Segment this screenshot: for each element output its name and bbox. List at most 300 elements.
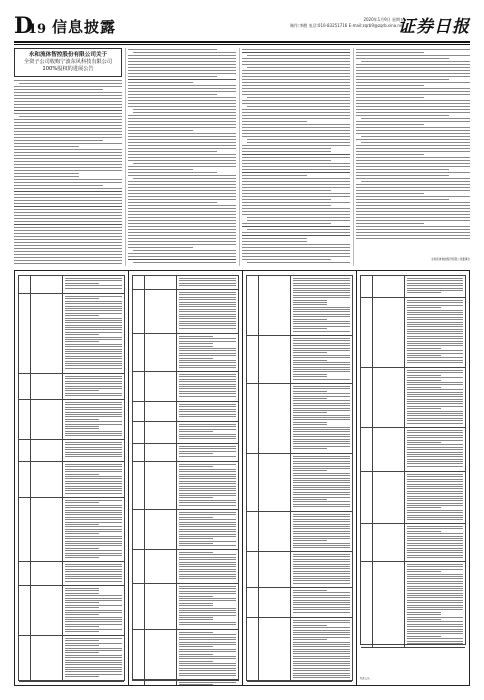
- text-line: [128, 121, 236, 122]
- table-cell: [145, 584, 177, 629]
- text-line: [293, 309, 350, 310]
- text-line: [179, 524, 236, 525]
- text-line: [293, 592, 350, 593]
- table-cell: [63, 374, 124, 399]
- text-line: [407, 624, 463, 625]
- text-line: [14, 101, 122, 102]
- text-line: [356, 178, 470, 179]
- text-line: [179, 299, 236, 300]
- text-line: [407, 285, 463, 286]
- table-row: [19, 498, 124, 562]
- text-line: [133, 178, 236, 179]
- text-line: [65, 454, 122, 455]
- text-line: [128, 235, 236, 236]
- text-line: [293, 357, 350, 358]
- text-line: [293, 576, 350, 577]
- text-line: [179, 682, 236, 683]
- table-cell: [373, 472, 405, 523]
- table-cell: [247, 336, 259, 383]
- text-line: [356, 88, 470, 89]
- text-line: [179, 668, 236, 669]
- table-cell: [19, 636, 31, 681]
- table-cell: [145, 402, 177, 421]
- text-column-4: [356, 48, 470, 266]
- text-line: [14, 185, 103, 186]
- text-line: [407, 350, 463, 351]
- text-line: [356, 208, 470, 209]
- text-line: [65, 488, 122, 489]
- text-line: [356, 70, 470, 71]
- table-cell: [247, 454, 259, 511]
- text-line: [179, 600, 236, 601]
- text-line: [65, 393, 122, 394]
- text-line: [14, 134, 122, 135]
- text-line: [128, 55, 236, 56]
- announcement-body: [14, 48, 470, 266]
- text-line: [179, 292, 236, 293]
- text-line: [179, 285, 236, 286]
- table-cell: [133, 462, 145, 509]
- text-line: [407, 415, 463, 416]
- text-line: [407, 336, 463, 337]
- text-line: [179, 673, 236, 674]
- text-line: [407, 456, 463, 457]
- text-line: [65, 514, 122, 515]
- text-line: [242, 154, 350, 155]
- text-line: [293, 651, 350, 652]
- text-line: [293, 367, 350, 368]
- text-line: [407, 612, 441, 613]
- table-row: [361, 428, 465, 472]
- text-line: [14, 191, 122, 192]
- text-line: [65, 395, 122, 396]
- text-line: [65, 285, 122, 286]
- text-line: [407, 357, 463, 358]
- table-cell: [247, 588, 259, 617]
- text-line: [407, 444, 463, 445]
- table-cell: [259, 588, 291, 617]
- column-text-lines: [356, 49, 470, 239]
- text-line: [407, 343, 463, 344]
- text-line: [128, 88, 236, 89]
- text-line: [242, 94, 350, 95]
- text-line: [356, 238, 470, 239]
- text-line: [179, 374, 236, 375]
- text-line: [247, 97, 350, 98]
- text-line: [65, 536, 122, 537]
- text-line: [179, 446, 236, 447]
- text-line: [407, 486, 463, 487]
- text-line: [356, 217, 470, 218]
- text-line: [293, 568, 350, 569]
- table-cell: [259, 384, 291, 453]
- text-line: [128, 211, 236, 212]
- text-line: [14, 248, 122, 249]
- text-line: [293, 355, 350, 356]
- text-line: [293, 547, 350, 548]
- text-line: [407, 442, 441, 443]
- text-line: [407, 362, 463, 363]
- table-row: [19, 440, 124, 462]
- text-line: [242, 127, 350, 128]
- text-line: [293, 345, 350, 346]
- column-text-lines: [128, 49, 236, 263]
- text-line: [293, 564, 350, 565]
- text-line: [293, 410, 350, 411]
- text-line: [128, 64, 236, 65]
- text-line: [407, 545, 463, 546]
- text-line: [293, 297, 350, 298]
- text-line: [242, 232, 350, 233]
- text-line: [179, 529, 236, 530]
- text-line: [407, 488, 463, 489]
- text-line: [65, 674, 122, 675]
- text-line: [179, 323, 236, 324]
- table-cell: [361, 368, 373, 427]
- text-line: [356, 163, 470, 164]
- text-line: [14, 146, 79, 147]
- text-line: [242, 79, 350, 80]
- text-line: [179, 346, 213, 347]
- text-line: [14, 194, 122, 195]
- text-line: [293, 497, 350, 498]
- text-line: [293, 583, 350, 584]
- text-line: [293, 561, 350, 562]
- text-line: [293, 545, 350, 546]
- text-line: [128, 67, 236, 68]
- text-line: [128, 106, 236, 107]
- text-line: [65, 283, 99, 284]
- text-line: [293, 412, 327, 413]
- table-cell: [31, 294, 63, 373]
- table-row: [247, 552, 352, 588]
- text-line: [179, 391, 236, 392]
- text-line: [65, 524, 99, 525]
- table-cell: [361, 276, 373, 297]
- text-line: [14, 98, 122, 99]
- text-line: [407, 540, 463, 541]
- text-line: [293, 288, 350, 289]
- text-line: [407, 331, 463, 332]
- text-line: [65, 629, 122, 630]
- text-line: [242, 205, 331, 206]
- text-line: [128, 49, 217, 50]
- text-line: [242, 115, 350, 116]
- text-line: [65, 313, 122, 314]
- text-line: [407, 452, 463, 453]
- table-cell: [19, 562, 31, 585]
- text-line: [14, 128, 122, 129]
- text-line: [128, 82, 193, 83]
- text-line: [65, 571, 122, 572]
- text-line: [293, 492, 350, 493]
- text-line: [293, 528, 350, 529]
- table-row: [361, 276, 465, 298]
- text-line: [65, 363, 122, 364]
- text-line: [356, 202, 470, 203]
- table-cell: [145, 372, 177, 401]
- text-line: [407, 288, 463, 289]
- text-line: [407, 382, 463, 383]
- text-line: [179, 486, 236, 487]
- text-line: [179, 478, 236, 479]
- text-line: [14, 227, 122, 228]
- text-line: [356, 49, 470, 50]
- table-cell: [361, 562, 373, 647]
- text-line: [356, 145, 470, 146]
- table-row: [19, 276, 124, 294]
- text-line: [293, 419, 350, 420]
- text-line: [128, 172, 217, 173]
- text-line: [242, 133, 350, 134]
- table-cell: [361, 472, 373, 523]
- text-line: [179, 343, 213, 344]
- text-line: [356, 226, 470, 227]
- text-line: [65, 531, 122, 532]
- table-row: [247, 276, 352, 336]
- text-line: [407, 631, 463, 632]
- text-line: [247, 262, 350, 263]
- text-line: [65, 538, 122, 539]
- table-row: [133, 550, 238, 584]
- text-line: [407, 420, 463, 421]
- table-cell: [177, 510, 238, 549]
- text-line: [14, 257, 122, 258]
- text-line: [293, 480, 350, 481]
- text-line: [65, 388, 122, 389]
- text-line: [247, 217, 350, 218]
- text-line: [179, 684, 213, 685]
- text-line: [14, 131, 122, 132]
- table-cell: [259, 552, 291, 587]
- text-line: [407, 519, 463, 520]
- text-line: [128, 154, 236, 155]
- text-line: [356, 229, 470, 230]
- text-line: [14, 173, 79, 174]
- text-line: [179, 406, 236, 407]
- masthead-rule-thin: [14, 44, 470, 45]
- text-line: [293, 422, 327, 423]
- text-line: [293, 343, 350, 344]
- text-line: [242, 73, 350, 74]
- text-line: [242, 223, 331, 224]
- text-line: [179, 559, 236, 560]
- table-cell: [291, 454, 352, 511]
- text-line: [293, 386, 350, 387]
- text-line: [407, 602, 463, 603]
- text-line: [128, 181, 236, 182]
- text-line: [14, 221, 122, 222]
- text-line: [65, 353, 122, 354]
- text-line: [242, 70, 350, 71]
- text-line: [128, 226, 236, 227]
- table-cell: [19, 400, 31, 439]
- text-line: [14, 110, 122, 111]
- text-line: [407, 588, 463, 589]
- table-row: [133, 444, 238, 462]
- text-line: [293, 311, 350, 312]
- text-line: [293, 364, 350, 365]
- text-line: [293, 524, 350, 525]
- text-line: [293, 340, 350, 341]
- text-line: [14, 80, 122, 81]
- text-line: [179, 557, 236, 558]
- text-line: [179, 632, 213, 633]
- text-line: [179, 670, 236, 671]
- text-line: [14, 167, 122, 168]
- text-line: [65, 564, 122, 565]
- text-line: [65, 517, 122, 518]
- table-cell: [247, 512, 259, 551]
- text-line: [65, 548, 99, 549]
- text-line: [407, 528, 463, 529]
- text-line: [407, 531, 441, 532]
- text-line: [356, 76, 470, 77]
- table-cell: [63, 294, 124, 373]
- text-line: [14, 203, 122, 204]
- text-line: [179, 309, 236, 310]
- text-line: [179, 622, 236, 623]
- text-line: [179, 569, 236, 570]
- text-line: [65, 337, 122, 338]
- text-line: [65, 280, 122, 281]
- text-line: [14, 236, 122, 237]
- text-line: [179, 348, 236, 349]
- text-line: [65, 452, 122, 453]
- text-line: [407, 566, 463, 567]
- text-line: [65, 610, 122, 611]
- text-line: [293, 319, 327, 320]
- text-line: [128, 91, 236, 92]
- text-line: [14, 176, 79, 177]
- text-line: [407, 609, 463, 610]
- text-line: [179, 483, 236, 484]
- text-line: [65, 278, 122, 279]
- text-line: [407, 384, 463, 385]
- text-line: [293, 578, 350, 579]
- text-line: [407, 345, 463, 346]
- text-line: [179, 610, 236, 611]
- text-line: [242, 61, 350, 62]
- text-line: [65, 306, 122, 307]
- text-line: [242, 157, 350, 158]
- text-line: [407, 435, 463, 436]
- text-line: [133, 250, 236, 251]
- text-line: [293, 597, 350, 598]
- text-line: [179, 562, 236, 563]
- text-line: [128, 256, 236, 257]
- text-line: [242, 199, 331, 200]
- text-line: [293, 461, 350, 462]
- text-line: [356, 157, 470, 158]
- text-line: [407, 636, 441, 637]
- table-cell: [177, 462, 238, 509]
- text-line: [407, 569, 463, 570]
- text-line: [14, 140, 103, 141]
- text-line: [293, 300, 327, 301]
- text-line: [407, 507, 441, 508]
- table-cell: [31, 562, 63, 585]
- table-cell: [177, 680, 238, 685]
- text-line: [242, 178, 350, 179]
- text-line: [65, 332, 122, 333]
- text-line: [179, 493, 236, 494]
- text-line: [14, 143, 122, 144]
- text-line: [356, 64, 470, 65]
- text-line: [293, 644, 350, 645]
- text-line: [242, 160, 331, 161]
- text-line: [65, 607, 99, 608]
- text-line: [14, 89, 103, 90]
- text-line: [179, 566, 236, 567]
- text-line: [65, 526, 122, 527]
- text-line: [179, 661, 213, 662]
- text-line: [293, 446, 350, 447]
- text-line: [65, 447, 122, 448]
- text-line: [356, 154, 424, 155]
- text-line: [179, 543, 213, 544]
- text-line: [14, 182, 122, 183]
- table-row: [247, 454, 352, 512]
- table-row: [361, 472, 465, 524]
- text-line: [407, 423, 463, 424]
- masthead-meta: [284, 17, 404, 29]
- text-line: [407, 396, 463, 397]
- text-line: [407, 503, 463, 504]
- text-line: [128, 169, 193, 170]
- text-line: [356, 127, 470, 128]
- text-line: [407, 555, 463, 556]
- text-line: [14, 188, 122, 189]
- table-cell: [177, 276, 238, 289]
- text-line: [179, 522, 236, 523]
- text-line: [356, 169, 449, 170]
- text-line: [128, 202, 217, 203]
- text-line: [65, 667, 122, 668]
- text-line: [407, 543, 463, 544]
- table-cell: [373, 562, 405, 647]
- text-line: [14, 242, 122, 243]
- text-line: [179, 396, 236, 397]
- text-line: [65, 529, 122, 530]
- table-cell: [361, 428, 373, 471]
- text-line: [293, 388, 350, 389]
- table-cell: [373, 368, 405, 427]
- text-line: [293, 485, 350, 486]
- text-line: [179, 318, 236, 319]
- text-line: [242, 169, 350, 170]
- text-line: [407, 638, 463, 639]
- text-line: [407, 574, 463, 575]
- table-cell: [405, 428, 465, 471]
- text-line: [293, 295, 350, 296]
- text-line: [293, 612, 350, 613]
- text-line: [128, 166, 236, 167]
- table-cell: [133, 630, 145, 679]
- text-line: [356, 130, 470, 131]
- text-line: [407, 583, 463, 584]
- text-line: [293, 470, 327, 471]
- table-cell: [259, 454, 291, 511]
- text-line: [179, 658, 236, 659]
- table-cell: [19, 462, 31, 497]
- table-column-3: [243, 271, 357, 685]
- table-cell: [361, 524, 373, 561]
- text-line: [128, 232, 236, 233]
- text-line: [179, 481, 236, 482]
- table-cell: [247, 618, 259, 681]
- text-line: [179, 517, 213, 518]
